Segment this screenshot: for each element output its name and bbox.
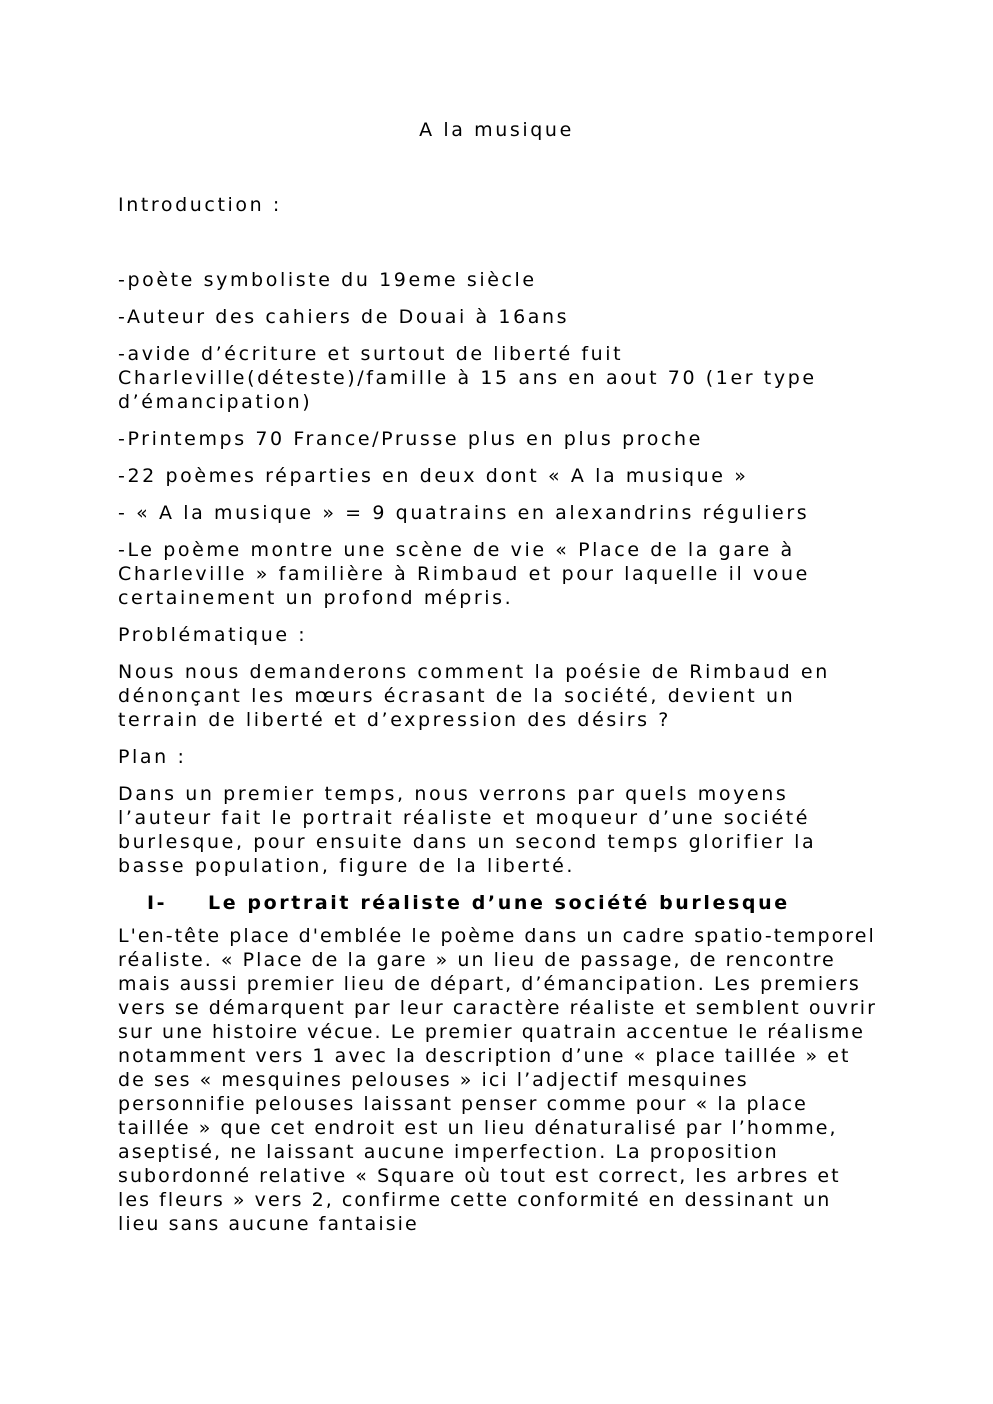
section-paragraph: L'en-tête place d'emblée le poème dans un cadre spatio-temporel réaliste. « Place de la gare » un lieu de passage, de rencontre mais aussi premier lieu de départ, d’émancipation. Les premiers vers se démarquent par leur caractère réaliste et semblent ouvrir sur une histoire vécue. Le premier quatrain accentue le réalisme notamment vers 1 avec la description d’une « place taillée » et de ses « mesquines pelouses » ici l’adjectif mesquines personnifie pelouses laissant penser comme pour « la place taillée » que cet endroit est un lieu dénaturalisé par l’homme, aseptisé, ne laissant aucune imperfection. La proposition subordonné relative « Square où tout est correct, les arbres et les fleurs » vers 2, confirme cette conformité en dessinant un lieu sans aucune fantaisie — [118, 925, 877, 1235]
intro-point: -Auteur des cahiers de Douai à 16ans — [118, 306, 570, 328]
intro-point: -avide d’écriture et surtout de liberté fuit Charleville(déteste)/famille à 15 ans en aout 70 (1er type d’émancipation) — [118, 343, 817, 413]
section-title: Le portrait réaliste d’une société burlesque — [208, 892, 790, 914]
section-heading — [118, 891, 878, 915]
introduction-label: Introduction : — [118, 194, 282, 216]
intro-point: -Le poème montre une scène de vie « Place de la gare à Charleville » familière à Rimbaud et pour laquelle il voue certainement un profond mépris. — [118, 539, 810, 609]
document-title: A la musique — [419, 119, 574, 141]
plan-label: Plan : — [118, 746, 187, 768]
document-body — [118, 268, 878, 1249]
intro-point: -poète symboliste du 19eme siècle — [118, 269, 537, 291]
problematique-label: Problématique : — [118, 624, 308, 646]
section-number: I- — [147, 892, 168, 914]
intro-point: - « A la musique » = 9 quatrains en alexandrins réguliers — [118, 502, 810, 524]
intro-point: -Printemps 70 France/Prusse plus en plus proche — [118, 428, 703, 450]
intro-point: -22 poèmes réparties en deux dont « A la musique » — [118, 465, 749, 487]
plan-text: Dans un premier temps, nous verrons par quels moyens l’auteur fait le portrait réaliste et moqueur d’une société burlesque, pour ensuite dans un second temps glorifier la basse population, figure de la liberté. — [118, 783, 817, 877]
problematique-text: Nous nous demanderons comment la poésie de Rimbaud en dénonçant les mœurs écrasant de la société, devient un terrain de liberté et d’expression des désirs ? — [118, 661, 830, 731]
